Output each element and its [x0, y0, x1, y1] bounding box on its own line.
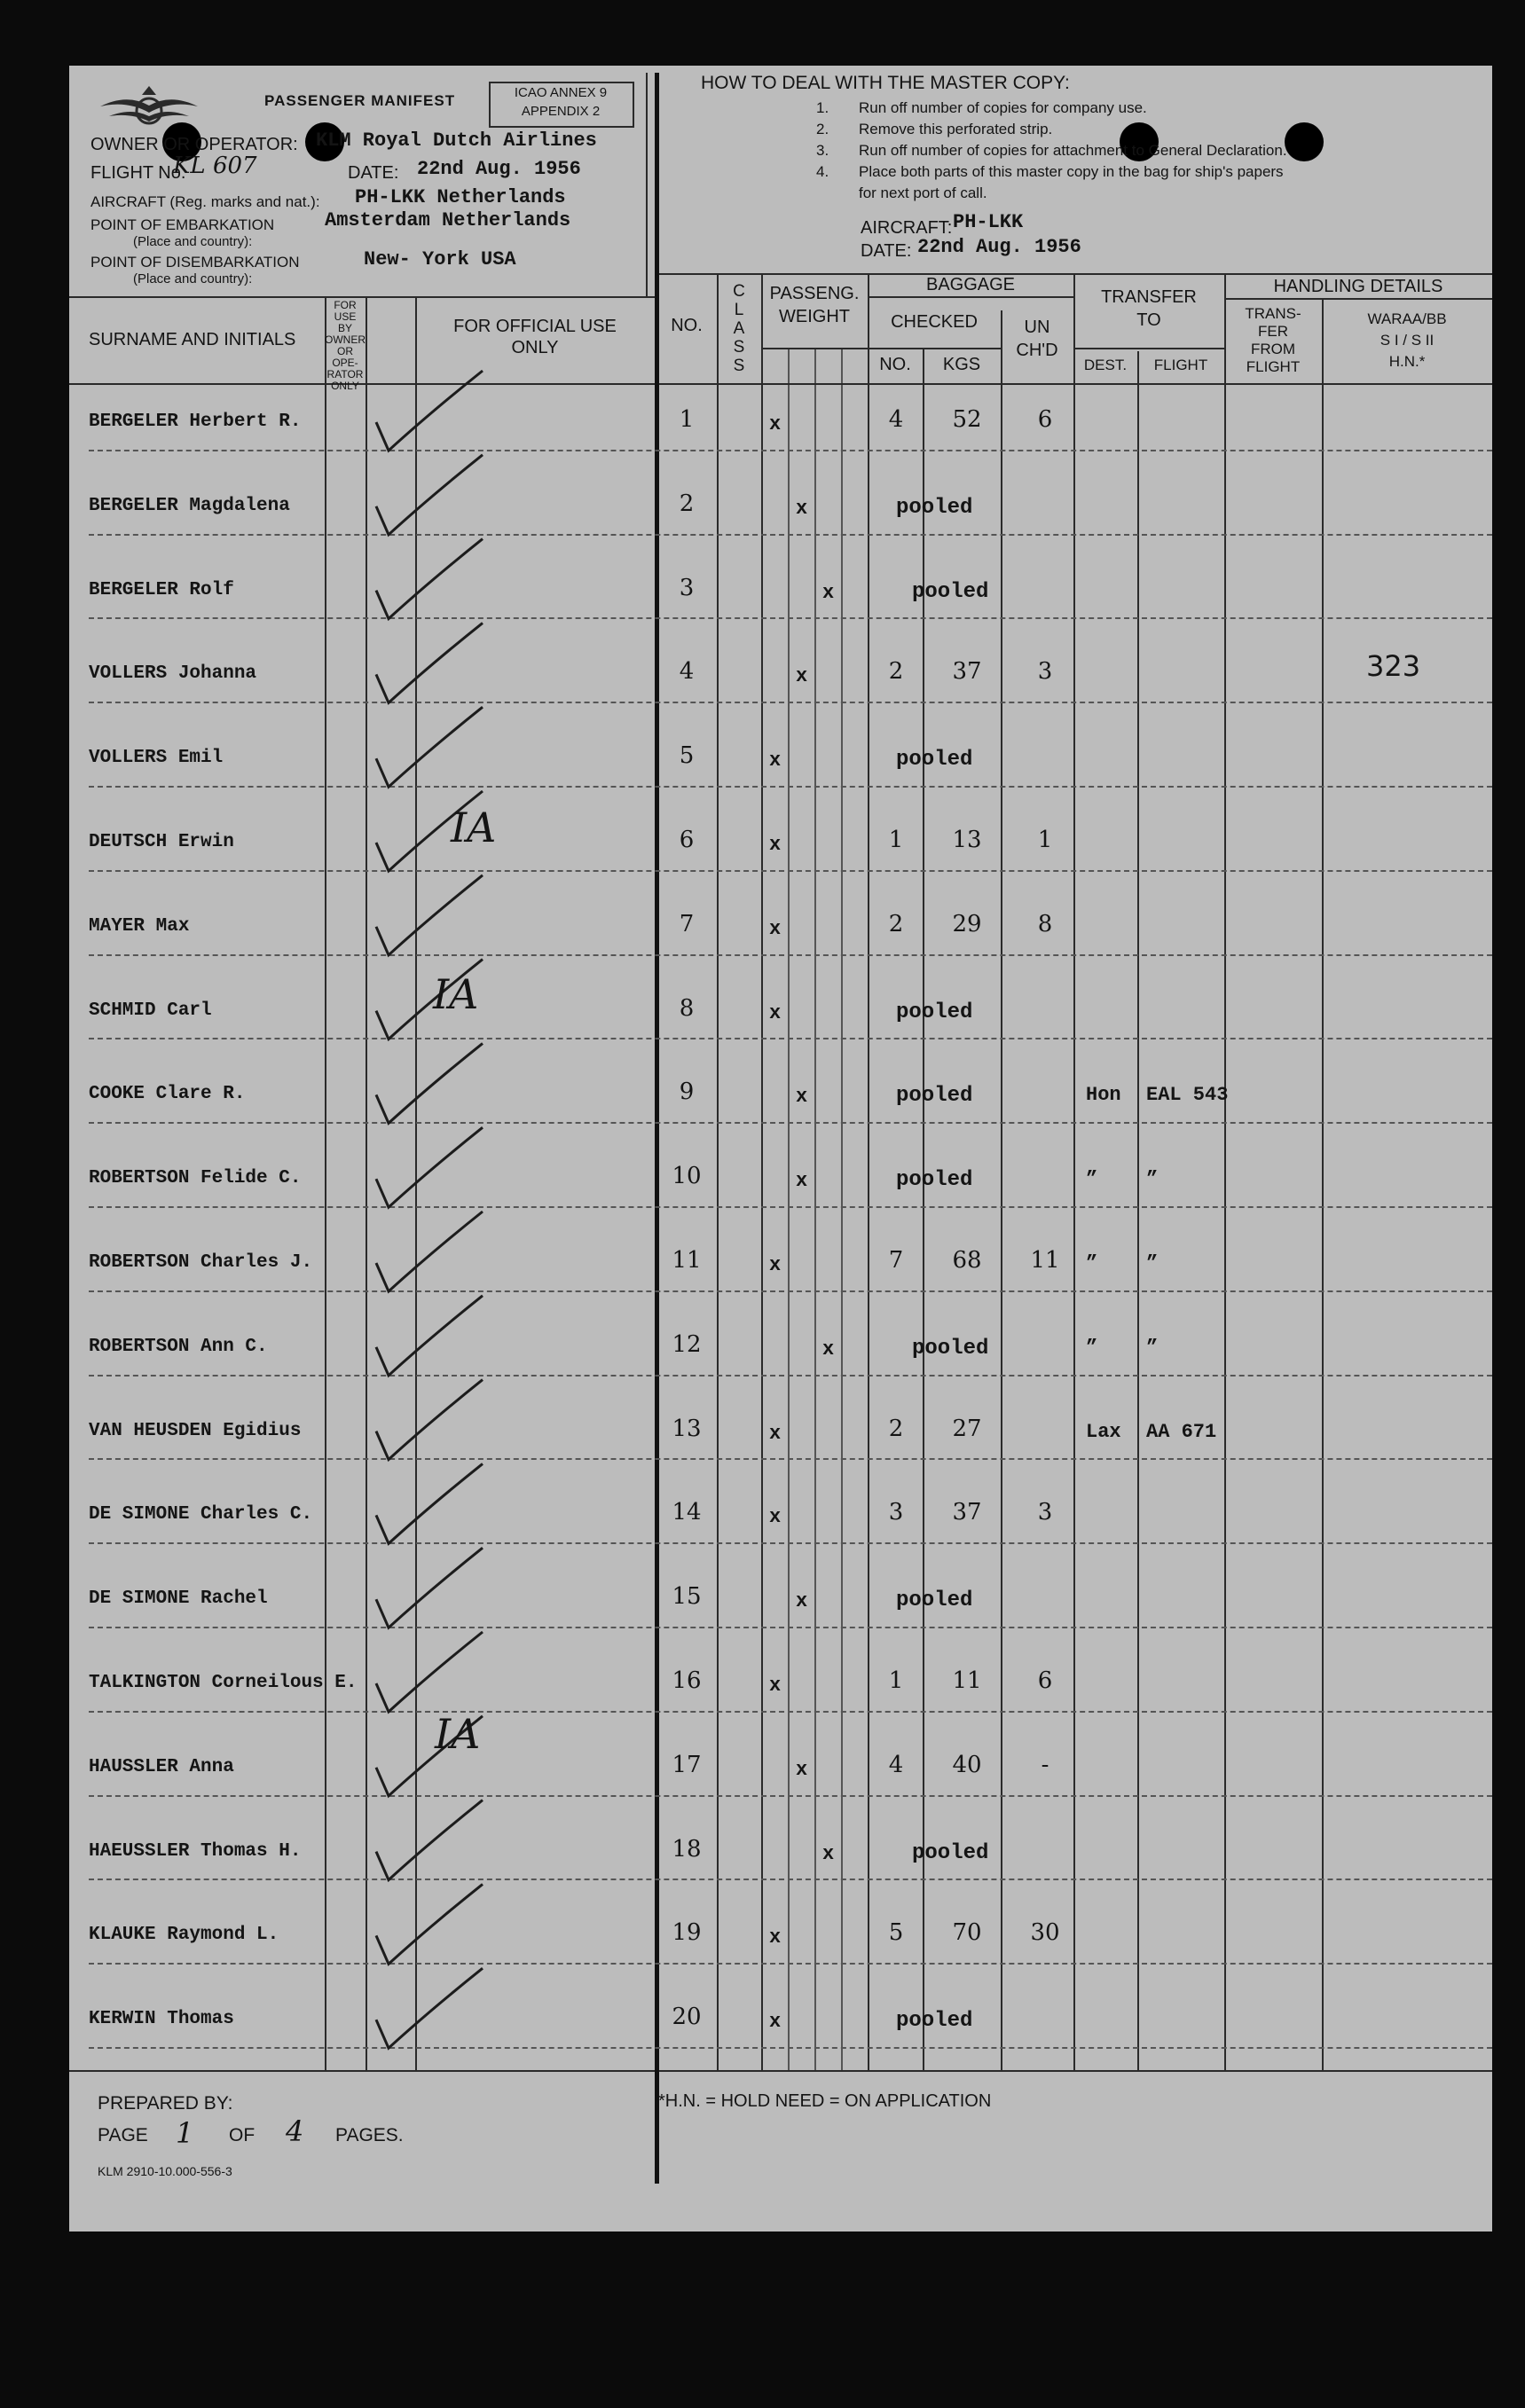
passenger-no: 1: [679, 406, 695, 433]
weight-mark: x: [769, 834, 782, 856]
passenger-name: ROBERTSON Charles J.: [89, 1252, 313, 1273]
bag-unchecked: 3: [1037, 1499, 1053, 1526]
passenger-no: 19: [672, 1919, 702, 1947]
instruction-num: 3.: [816, 142, 829, 159]
bag-count: 1: [888, 827, 904, 853]
passenger-name: DEUTSCH Erwin: [89, 832, 234, 852]
checkmark-icon: [376, 1127, 483, 1207]
class-letter: S: [733, 338, 745, 357]
page-number: 1: [176, 2116, 194, 2150]
passenger-name: BERGELER Rolf: [89, 579, 234, 600]
checkmark-icon: [376, 707, 483, 787]
official-line: ONLY: [511, 338, 559, 357]
class-letter: C: [733, 282, 745, 301]
bag-count: 4: [888, 406, 904, 433]
checkmark-icon: [376, 1296, 483, 1376]
passenger-name: HAUSSLER Anna: [89, 1756, 234, 1777]
official-line: FOR OFFICIAL USE: [453, 317, 617, 336]
transfer-dest: ”: [1086, 1168, 1098, 1191]
passenger-no: 13: [672, 1415, 702, 1442]
transfer-dest: ”: [1086, 1336, 1098, 1359]
passenger-name: VAN HEUSDEN Egidius: [89, 1420, 302, 1441]
disembark-value: New- York USA: [364, 248, 516, 271]
transfer-line: TO: [1136, 310, 1161, 330]
baggage-pooled: pooled: [896, 1000, 973, 1024]
passenger-name: TALKINGTON Corneilous E.: [89, 1673, 358, 1693]
weight-mark: x: [769, 2011, 782, 2034]
weight-line: WEIGHT: [779, 307, 850, 326]
baggage-pooled: pooled: [896, 1084, 973, 1109]
instruction-text: for next port of call.: [859, 184, 987, 201]
waraa-line: WARAA/BB: [1367, 310, 1447, 327]
aircraft-label: AIRCRAFT (Reg. marks and nat.):: [90, 193, 320, 210]
of-label: OF: [229, 2125, 255, 2145]
owner-use-line: BY: [337, 322, 352, 334]
weight-mark: x: [822, 1842, 835, 1865]
bag-kgs: 68: [952, 1247, 982, 1274]
checkmark-icon: [376, 455, 483, 535]
baggage-pooled: pooled: [896, 2009, 973, 2034]
passenger-name: DE SIMONE Rachel: [89, 1588, 268, 1610]
passenger-name: SCHMID Carl: [89, 1000, 212, 1021]
passenger-name: MAYER Max: [89, 915, 190, 937]
passenger-no: 5: [679, 742, 695, 770]
class-letter: L: [734, 301, 744, 319]
bag-kgs: 29: [952, 910, 982, 937]
col-kgs: KGS: [942, 355, 981, 374]
passenger-no: 11: [672, 1247, 702, 1274]
transfer-flight: ”: [1146, 1336, 1159, 1359]
passenger-name: ROBERTSON Felide C.: [89, 1168, 302, 1189]
baggage-pooled: pooled: [896, 1588, 973, 1613]
passenger-name: VOLLERS Emil: [89, 748, 224, 769]
passenger-name: COOKE Clare R.: [89, 1084, 246, 1105]
bag-count: 3: [888, 1499, 904, 1526]
weight-mark: x: [769, 1926, 782, 1949]
instruction-num: 1.: [816, 99, 829, 116]
waraa-line: S I / S II: [1380, 332, 1435, 349]
passenger-name: BERGELER Magdalena: [89, 495, 290, 516]
baggage-pooled: pooled: [912, 579, 989, 604]
col-no: NO.: [671, 316, 703, 335]
appendix-label: APPENDIX 2: [521, 104, 601, 119]
bag-count: 2: [888, 910, 904, 937]
class-letter: S: [733, 357, 745, 375]
bag-kgs: 27: [952, 1415, 982, 1442]
checkmark-icon: [376, 623, 483, 702]
embark-value: Amsterdam Netherlands: [325, 209, 571, 231]
passenger-no: 9: [679, 1079, 695, 1106]
checkmark-icon: [376, 371, 483, 451]
col-handling: HANDLING DETAILS: [1273, 277, 1443, 296]
owner-use-line: RATOR: [326, 368, 364, 380]
embark-label: POINT OF EMBARKATION: [90, 216, 275, 233]
instr-date-label: DATE:: [861, 241, 912, 261]
official-mark: IA: [433, 970, 479, 1018]
col-surname: SURNAME AND INITIALS: [89, 330, 296, 349]
form-code: KLM 2910-10.000-556-3: [98, 2164, 232, 2178]
checkmark-icon: [376, 1632, 483, 1712]
weight-mark: x: [769, 1506, 782, 1529]
bag-unchecked: 8: [1037, 910, 1053, 937]
class-letter: A: [733, 319, 745, 338]
aircraft-value: PH-LKK Netherlands: [355, 186, 566, 208]
waraa-line: H.N.*: [1388, 353, 1426, 370]
checkmark-icon: [376, 1380, 483, 1460]
passenger-no: 14: [672, 1499, 702, 1526]
passenger-name: KERWIN Thomas: [89, 2009, 234, 2030]
passenger-name: KLAUKE Raymond L.: [89, 1925, 279, 1946]
bag-kgs: 40: [952, 1751, 982, 1778]
transfer-from-line: FLIGHT: [1246, 358, 1301, 375]
passenger-no: 17: [672, 1751, 702, 1778]
transfer-dest: Lax: [1086, 1420, 1121, 1443]
date-label: DATE:: [348, 163, 399, 183]
weight-mark: x: [769, 1254, 782, 1276]
instr-aircraft-label: AIRCRAFT:: [861, 218, 953, 238]
transfer-flight: ”: [1146, 1252, 1159, 1275]
owner-use-line: OWNER: [325, 333, 366, 346]
passenger-no: 10: [672, 1163, 702, 1190]
page-label: PAGE: [98, 2125, 148, 2145]
owner-label: OWNER OR OPERATOR:: [90, 135, 298, 154]
weight-mark: x: [796, 1086, 808, 1109]
transfer-flight: AA 671: [1146, 1420, 1217, 1443]
instruction-text: Run off number of copies for company use.: [859, 99, 1147, 116]
instruction-num: 2.: [816, 121, 829, 137]
passenger-no: 8: [679, 994, 695, 1022]
weight-mark: x: [769, 1422, 782, 1445]
instruction-num: 4.: [816, 163, 829, 180]
instr-date-value: 22nd Aug. 1956: [917, 236, 1081, 258]
bag-count: 2: [888, 658, 904, 686]
col-baggage: BAGGAGE: [925, 275, 1016, 294]
owner-use-line: FOR USE: [334, 299, 357, 323]
weight-mark: x: [822, 581, 835, 604]
passenger-no: 3: [679, 574, 695, 601]
checkmark-icon: [376, 1968, 483, 2048]
passenger-no: 20: [672, 2004, 702, 2031]
bag-kgs: 37: [952, 1499, 982, 1526]
transfer-flight: ”: [1146, 1168, 1159, 1191]
bag-count: 2: [888, 1415, 904, 1442]
bag-count: 5: [888, 1919, 904, 1947]
prepared-by-label: PREPARED BY:: [98, 2093, 233, 2114]
baggage-pooled: pooled: [896, 1168, 973, 1193]
checkmark-icon: [376, 539, 483, 619]
weight-mark: x: [769, 749, 782, 773]
bag-count: 7: [888, 1247, 904, 1274]
manifest-title: PASSENGER MANIFEST: [264, 92, 456, 109]
passenger-no: 7: [679, 910, 695, 937]
instruction-text: Place both parts of this master copy in the bag for ship's papers: [859, 163, 1284, 180]
of-number: 4: [286, 2114, 304, 2148]
bag-unchecked: 1: [1037, 827, 1053, 853]
checkmark-icon: [376, 1884, 483, 1964]
hn-note: *H.N. = HOLD NEED = ON APPLICATION: [658, 2091, 992, 2111]
weight-mark: x: [769, 1001, 782, 1024]
weight-mark: x: [769, 1675, 782, 1697]
flight-value: KL 607: [173, 153, 257, 179]
bag-count: 4: [888, 1751, 904, 1778]
bag-unchecked: 6: [1037, 1667, 1053, 1694]
bag-count: 1: [888, 1667, 904, 1694]
col-flight: FLIGHT: [1153, 357, 1208, 373]
weight-mark: x: [796, 665, 808, 688]
instruction-text: Remove this perforated strip.: [859, 121, 1053, 137]
unchd-line: UN: [1024, 318, 1050, 337]
owner-value: KLM Royal Dutch Airlines: [316, 129, 597, 152]
passenger-no: 18: [672, 1835, 702, 1863]
baggage-pooled: pooled: [896, 748, 973, 773]
bag-unchecked: 6: [1037, 406, 1053, 433]
checkmark-icon: [376, 875, 483, 955]
disembark-label: POINT OF DISEMBARKATION: [90, 254, 300, 271]
passenger-no: 15: [672, 1583, 702, 1611]
passenger-name: DE SIMONE Charles C.: [89, 1504, 313, 1526]
bag-kgs: 13: [952, 827, 982, 853]
owner-use-line: ONLY: [331, 380, 359, 392]
instruction-text: Run off number of copies for attachment to General Declaration.: [859, 142, 1287, 159]
official-mark: IA: [451, 804, 497, 851]
annex-label: ICAO ANNEX 9: [514, 85, 608, 100]
checkmark-icon: [376, 1212, 483, 1291]
pages-label: PAGES.: [335, 2125, 404, 2145]
baggage-pooled: pooled: [896, 495, 973, 520]
weight-mark: x: [796, 1170, 808, 1193]
bag-kgs: 37: [952, 658, 982, 686]
passenger-name: ROBERTSON Ann C.: [89, 1336, 268, 1357]
transfer-dest: Hon: [1086, 1084, 1121, 1107]
disembark-sub: (Place and country):: [133, 271, 253, 286]
bag-unchecked: -: [1041, 1751, 1049, 1778]
weight-line: PASSENG.: [769, 284, 860, 303]
bag-kgs: 52: [952, 406, 982, 433]
passenger-no: 4: [679, 658, 695, 686]
col-dest: DEST.: [1083, 357, 1128, 373]
official-mark: IA: [435, 1710, 481, 1758]
passenger-no: 2: [679, 490, 695, 517]
transfer-from-line: TRANS-: [1245, 305, 1301, 322]
baggage-pooled: pooled: [912, 1840, 989, 1865]
bag-kgs: 11: [952, 1667, 982, 1694]
col-checked: CHECKED: [891, 312, 978, 332]
handling-note: 323: [1366, 649, 1421, 684]
transfer-from-line: FROM: [1250, 341, 1296, 357]
owner-use-line: OR OPE-: [332, 345, 358, 369]
instr-aircraft-value: PH-LKK: [953, 211, 1024, 233]
passenger-name: HAEUSSLER Thomas H.: [89, 1840, 302, 1862]
passenger-no: 16: [672, 1667, 702, 1694]
flight-label: FLIGHT No.: [90, 163, 186, 183]
checkmark-icon: [376, 1463, 483, 1543]
checkmark-icon: [376, 1548, 483, 1628]
bag-unchecked: 11: [1030, 1247, 1060, 1274]
transfer-flight: EAL 543: [1146, 1084, 1229, 1107]
checkmark-icon: [376, 1043, 483, 1123]
weight-mark: x: [769, 413, 782, 435]
passenger-no: 6: [679, 827, 695, 853]
bag-unchecked: 30: [1030, 1919, 1060, 1947]
bag-unchecked: 3: [1037, 658, 1053, 686]
weight-mark: x: [769, 917, 782, 940]
instructions-title: HOW TO DEAL WITH THE MASTER COPY:: [701, 73, 1070, 93]
passenger-name: BERGELER Herbert R.: [89, 412, 302, 432]
weight-mark: x: [822, 1337, 835, 1361]
date-value: 22nd Aug. 1956: [417, 158, 581, 180]
checkmark-icon: [376, 1800, 483, 1880]
baggage-pooled: pooled: [912, 1336, 989, 1361]
transfer-line: TRANSFER: [1101, 287, 1197, 307]
passenger-name: VOLLERS Johanna: [89, 663, 257, 685]
transfer-from-line: FER: [1258, 323, 1288, 340]
transfer-dest: ”: [1086, 1252, 1098, 1275]
col-checked-no: NO.: [879, 355, 911, 374]
weight-mark: x: [796, 497, 808, 520]
bag-kgs: 70: [952, 1919, 982, 1947]
embark-sub: (Place and country):: [133, 234, 253, 249]
weight-mark: x: [796, 1758, 808, 1781]
passenger-no: 12: [672, 1330, 702, 1358]
weight-mark: x: [796, 1590, 808, 1613]
unchd-line: CH'D: [1016, 341, 1058, 360]
